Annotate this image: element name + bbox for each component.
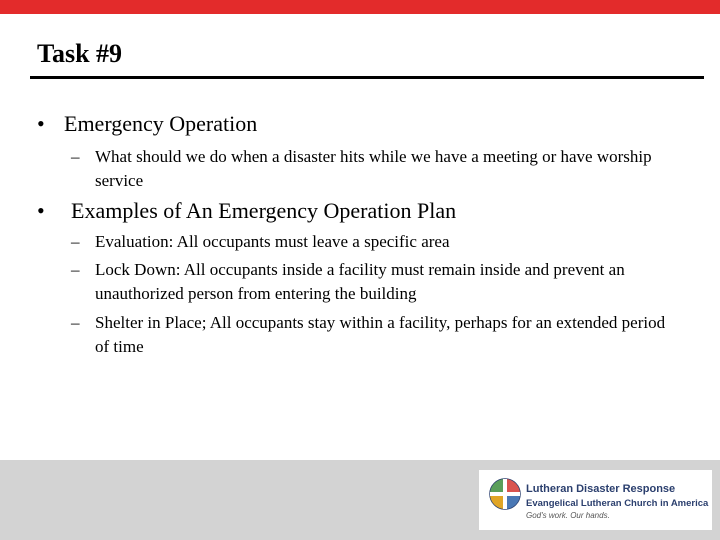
sub-bullet-item <box>71 258 671 306</box>
bullet-text: Examples of An Emergency Operation Plan <box>71 198 457 223</box>
sub-bullet-text: Evaluation: All occupants must leave a specific area <box>95 232 450 251</box>
sub-bullet-marker: – <box>71 260 80 279</box>
slide-title: Task #9 <box>37 39 123 68</box>
sub-bullet-marker: – <box>71 232 80 251</box>
sub-bullet-item <box>71 230 671 254</box>
sub-bullet-text: Lock Down: All occupants inside a facility must remain inside and prevent an unauthorized person from entering the building <box>95 260 625 303</box>
logo-tagline: God's work. Our hands. <box>526 511 610 520</box>
bullet-marker: • <box>37 198 45 223</box>
sub-bullet-text: Shelter in Place; All occupants stay within a facility, perhaps for an extended period of time <box>95 313 666 356</box>
sub-bullet-text: What should we do when a disaster hits while we have a meeting or have worship service <box>95 147 652 190</box>
title-divider <box>30 76 704 79</box>
cross-emblem-icon <box>489 478 521 510</box>
sub-bullet-item <box>71 145 671 193</box>
sub-bullet-marker: – <box>71 313 80 332</box>
top-accent-bar <box>0 0 720 14</box>
logo-church-name: Evangelical Lutheran Church in America <box>526 498 709 509</box>
sub-bullet-marker: – <box>71 147 80 166</box>
sub-bullet-item <box>71 311 671 359</box>
logo-organization-name: Lutheran Disaster Response <box>526 483 676 495</box>
bullet-marker: • <box>37 111 45 136</box>
bullet-text: Emergency Operation <box>64 111 258 136</box>
elca-logo <box>479 470 712 530</box>
